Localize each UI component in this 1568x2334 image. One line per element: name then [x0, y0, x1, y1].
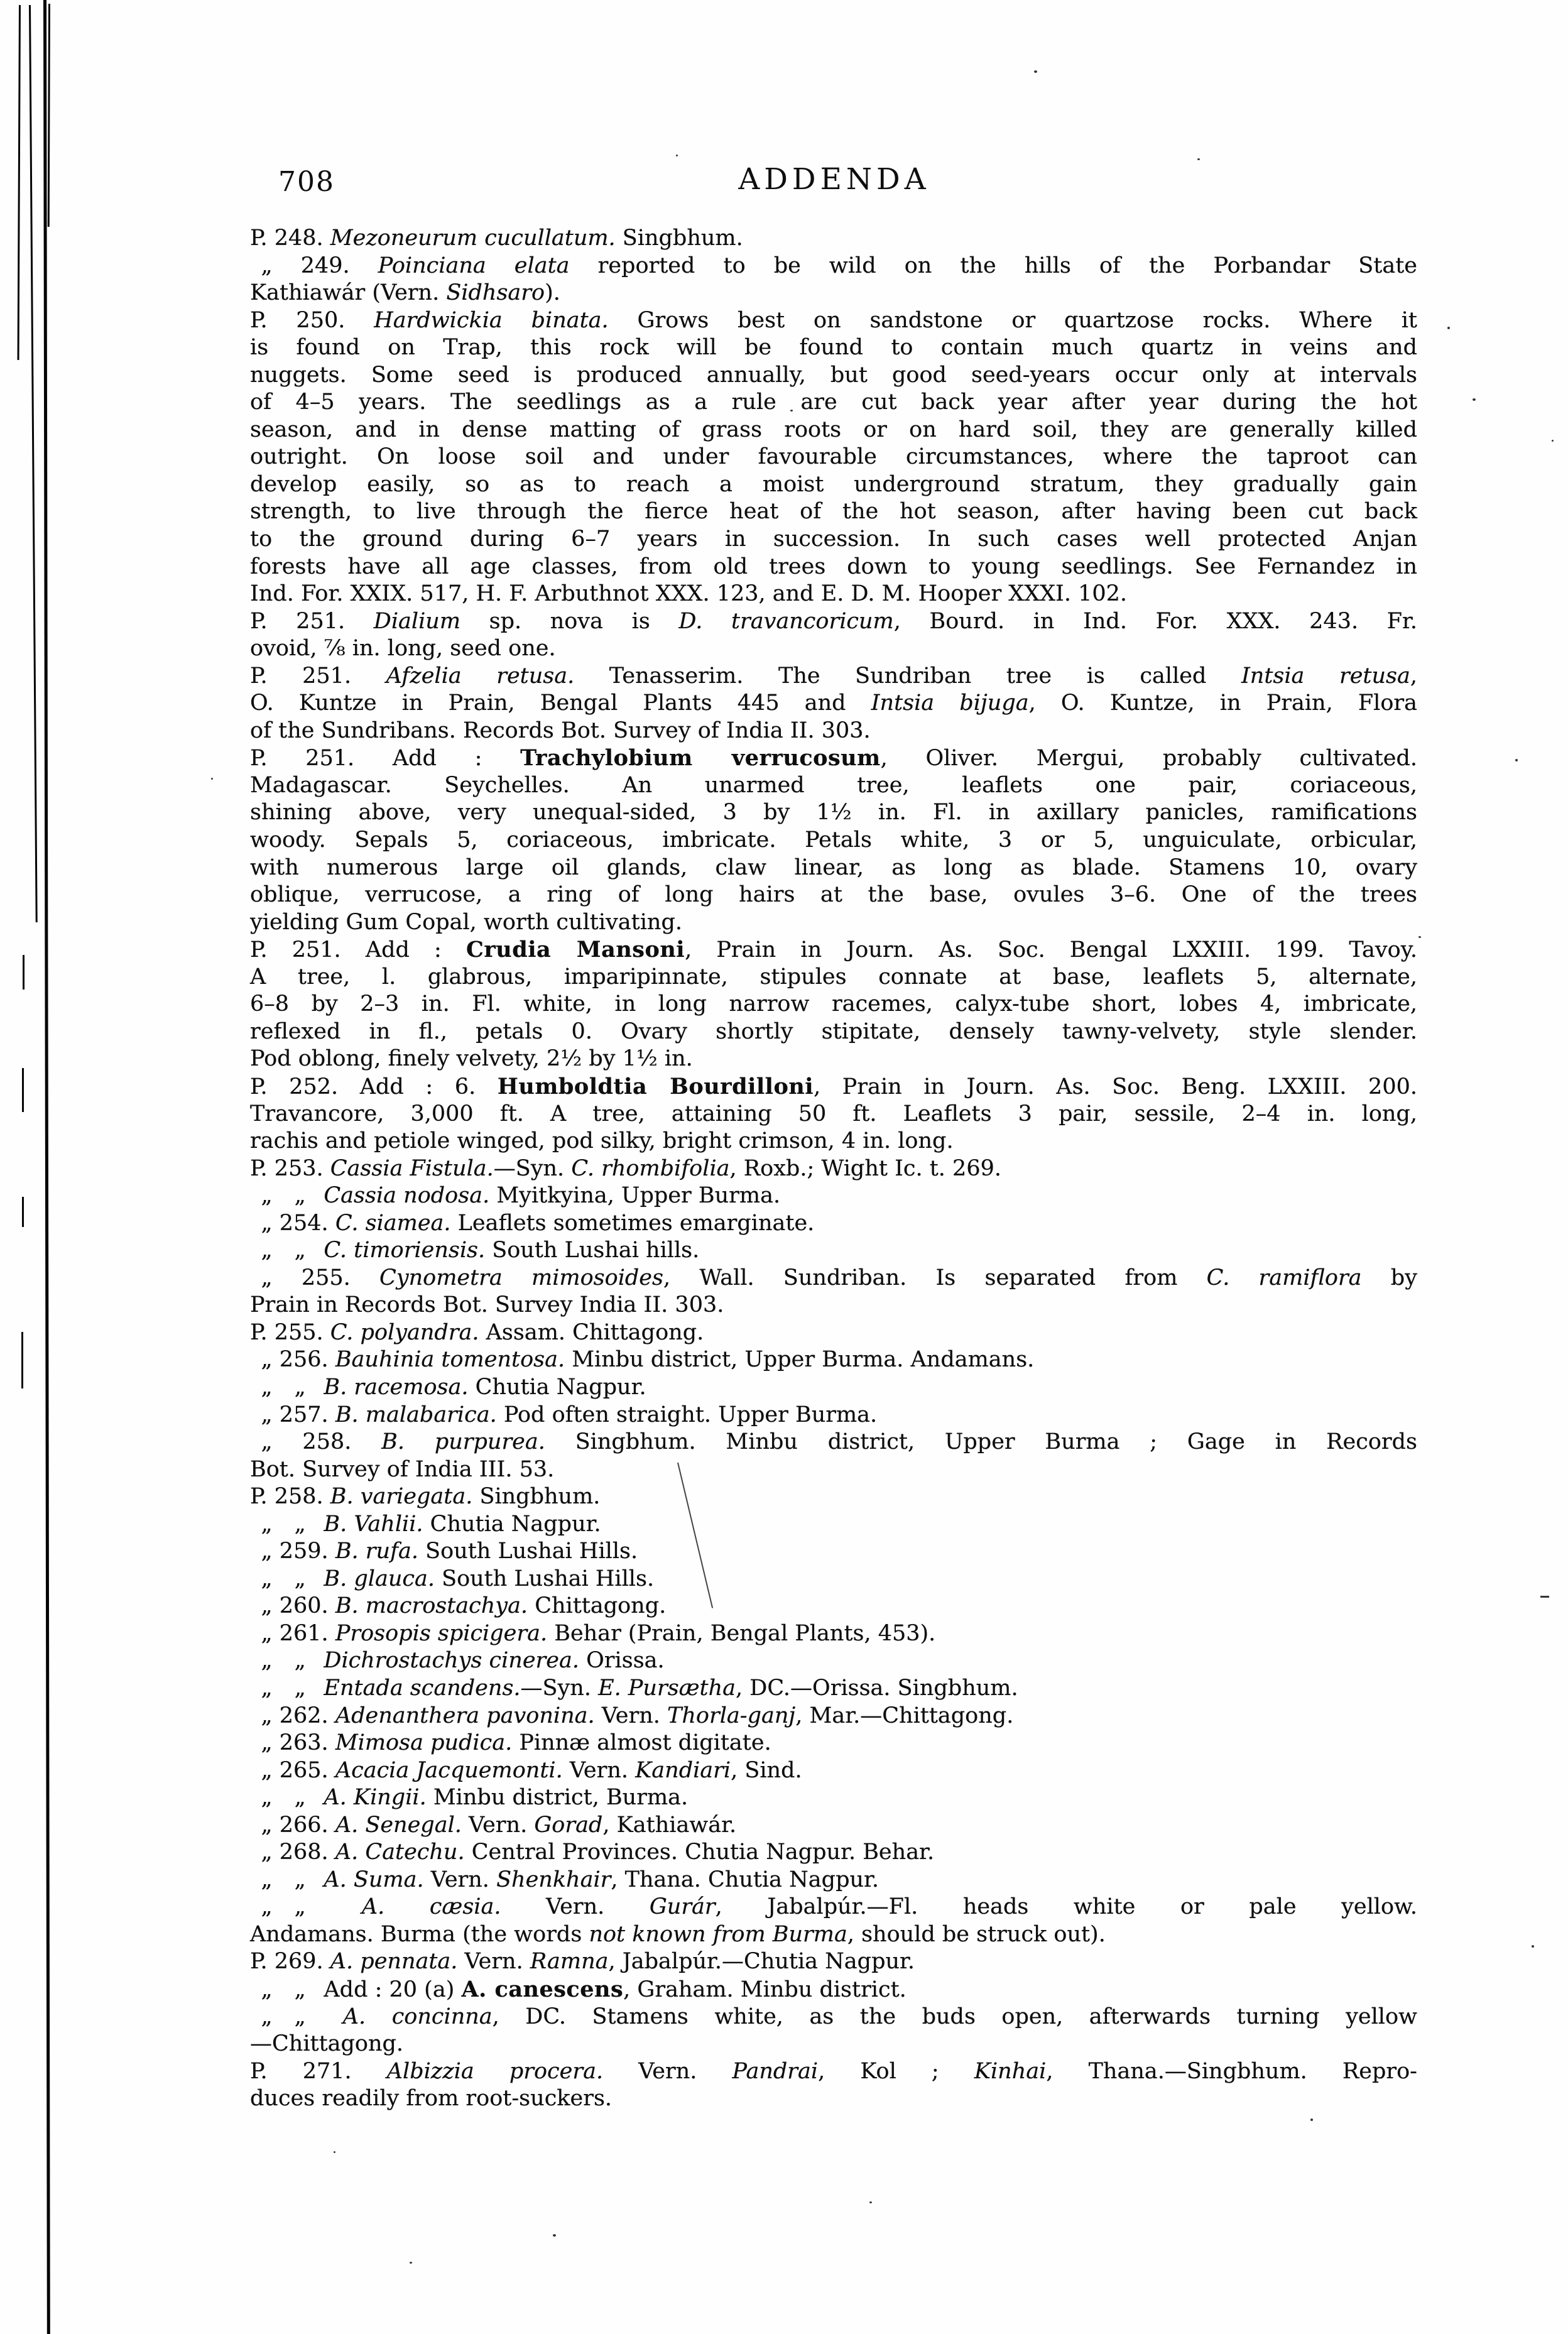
text-run: Myitkyina, Upper Burma. — [489, 1183, 781, 1209]
text-run: „ „ — [250, 1867, 324, 1892]
text-run: C. ramiflora — [1206, 1265, 1362, 1290]
text-run: Pod often straight. Upper Burma. — [496, 1402, 878, 1427]
text-run: Vern. — [461, 1812, 535, 1838]
text-line — [250, 799, 1417, 827]
text-run: Pinnæ almost digitate. — [512, 1730, 771, 1756]
text-line — [250, 827, 1417, 854]
text-line — [250, 964, 1417, 991]
text-run: „ „ — [250, 1675, 324, 1701]
text-run: Intsia retusa — [1241, 663, 1410, 689]
text-run: B. rufa. — [335, 1539, 419, 1564]
text-run: of the Sundribans. Records Bot. Survey of India II. 303. — [250, 717, 871, 743]
text-run: A. canescens — [461, 1977, 624, 2002]
text-run: „ „ — [250, 1238, 324, 1263]
text-line — [250, 2058, 1417, 2086]
text-run: P. 251. Add : — [250, 746, 521, 772]
text-line — [250, 1346, 1417, 1374]
text-run: ovoid, ⅞ in. long, seed one. — [250, 636, 556, 662]
text-run: Acacia Jacquemonti. — [335, 1757, 563, 1783]
text-run: , Prain in Journ. As. Soc. Beng. LXXIII. 200. — [814, 1074, 1417, 1099]
text-run: „ „ — [250, 1648, 324, 1674]
text-run: reported to be wild on the hills of the Porbandar State — [569, 253, 1417, 278]
text-line — [250, 581, 1417, 608]
text-line — [250, 1402, 1417, 1429]
ink-speck — [676, 155, 678, 156]
text-line — [250, 498, 1417, 526]
text-line — [250, 936, 1417, 964]
text-run: Gurár — [649, 1894, 716, 1920]
text-run: oblique, verrucose, a ring of long hairs at the base, ovules 3–6. One of the trees — [250, 882, 1417, 908]
text-line — [250, 1976, 1417, 2004]
scan-artifact-line — [43, 0, 50, 2334]
ink-speck — [1034, 70, 1037, 73]
text-line — [250, 1784, 1417, 1812]
text-line — [250, 1319, 1417, 1347]
text-run: , O. Kuntze, in Prain, Flora — [1028, 690, 1418, 716]
text-run: Sidhsaro — [446, 280, 545, 306]
text-line — [250, 663, 1417, 690]
text-run: Cynometra mimosoides — [379, 1265, 663, 1290]
text-run: A. concinna — [342, 2004, 493, 2029]
text-run: to the ground during 6–7 years in succession. In such cases well protected Anjan — [250, 526, 1417, 552]
text-line — [250, 1101, 1417, 1128]
text-run: South Lushai Hills. — [434, 1566, 655, 1591]
text-run: Travancore, 3,000 ft. A tree, attaining 50 ft. Leaflets 3 pair, sessile, 2–4 in. long, — [250, 1101, 1417, 1126]
page-title: ADDENDA — [738, 162, 930, 197]
text-run: Albizzia procera. — [386, 2058, 604, 2084]
text-run: Vern. — [603, 2058, 732, 2084]
text-run: „ „ — [250, 1374, 324, 1400]
text-line — [250, 881, 1417, 909]
text-run: Intsia bijuga — [871, 690, 1029, 716]
text-run: Pod oblong, finely velvety, 2½ by 1½ in. — [250, 1046, 693, 1072]
text-run: Pandrai — [732, 2058, 819, 2084]
text-run: South Lushai hills. — [485, 1238, 700, 1263]
text-line — [250, 526, 1417, 554]
text-run: forests have all age classes, from old trees down to young seedlings. See Fernandez in — [250, 554, 1417, 579]
ink-speck — [1552, 440, 1554, 442]
text-line — [250, 2085, 1417, 2113]
text-run: nuggets. Some seed is produced annually, but good seed-years occur only at intervals — [250, 362, 1417, 388]
text-run: B. variegata. — [330, 1484, 473, 1510]
scan-artifact-line — [22, 1068, 24, 1112]
text-run: , DC.—Orissa. Singbhum. — [736, 1675, 1018, 1701]
text-line — [250, 1045, 1417, 1073]
ink-speck — [1310, 2119, 1313, 2121]
text-run: Bot. Survey of India III. 53. — [250, 1456, 555, 1482]
text-run: Singbhum. Minbu district, Upper Burma ; Gage in Records — [545, 1429, 1417, 1455]
text-run: , Graham. Minbu district. — [623, 1977, 906, 2002]
text-line — [250, 1757, 1417, 1785]
text-run: , Bourd. in Ind. For. XXX. 243. Fr. — [893, 608, 1418, 634]
text-run: Cassia Fistula. — [330, 1155, 494, 1181]
ink-speck — [1515, 759, 1518, 761]
text-run: Grows best on sandstone or quartzose rocks. Where it — [608, 307, 1417, 333]
text-run: D. travancoricum — [678, 608, 894, 634]
text-run: P. 269. — [250, 1949, 330, 1975]
text-run: A. Suma. — [324, 1867, 424, 1892]
text-run: Shenkhair — [496, 1867, 611, 1892]
text-run: , Jabalpúr.—Chutia Nagpur. — [608, 1949, 915, 1975]
text-run: South Lushai Hills. — [418, 1539, 638, 1564]
text-run: „ 262. — [250, 1703, 335, 1728]
text-line — [250, 608, 1417, 636]
text-run: E. Pursætha — [598, 1675, 736, 1701]
text-run: Vern. — [562, 1757, 636, 1783]
text-run: Ind. For. XXIX. 517, H. F. Arbuthnot XXX. 123, and E. D. M. Hooper XXXI. 102. — [250, 581, 1128, 607]
text-run: Central Provinces. Chutia Nagpur. Behar. — [464, 1840, 935, 1865]
scan-artifact-line — [48, 4, 50, 227]
text-run: Behar (Prain, Bengal Plants, 453). — [547, 1620, 936, 1646]
text-line — [250, 471, 1417, 499]
text-line — [250, 389, 1417, 417]
text-run: P. 255. — [250, 1319, 330, 1345]
text-run: Trachylobium verrucosum — [520, 745, 881, 772]
addenda-text-block — [250, 225, 1417, 2113]
scan-artifact-line — [18, 5, 21, 360]
ink-speck — [1418, 936, 1421, 938]
text-run: not known from Burma — [589, 1921, 847, 1947]
text-run: Mezoneurum cucullatum. — [330, 226, 616, 251]
text-run: , should be struck out). — [847, 1921, 1106, 1947]
text-run: , — [1410, 663, 1417, 689]
text-run: ). — [545, 280, 560, 306]
text-run: is found on Trap, this rock will be found to contain much quartz in veins and — [250, 335, 1417, 361]
text-run: P. 271. — [250, 2058, 387, 2084]
text-run: „ 257. — [250, 1402, 335, 1427]
text-run: Kinhai — [974, 2058, 1047, 2084]
text-run: , Thana. Chutia Nagpur. — [611, 1867, 879, 1892]
text-line — [250, 1566, 1417, 1593]
scan-artifact-line — [23, 955, 24, 990]
text-line — [250, 1812, 1417, 1840]
text-run: Dialium — [373, 608, 461, 634]
text-run: Kandiari — [635, 1757, 731, 1783]
text-line — [250, 1237, 1417, 1265]
text-run: Assam. Chittagong. — [479, 1319, 704, 1345]
text-line — [250, 1730, 1417, 1757]
text-run: , Mar.—Chittagong. — [795, 1703, 1014, 1728]
text-run: „ 258. — [250, 1429, 382, 1455]
text-run: A tree, l. glabrous, imparipinnate, stipules connate at base, leaflets 5, alternate, — [250, 964, 1417, 990]
text-run: Afzelia retusa. — [386, 663, 575, 689]
text-run: Mimosa pudica. — [335, 1730, 513, 1756]
text-line — [250, 1456, 1417, 1484]
text-run: , Prain in Journ. As. Soc. Bengal LXXIII. 199. Tavoy. — [685, 937, 1417, 963]
text-run: C. timoriensis. — [324, 1238, 486, 1263]
text-run: P. 250. — [250, 307, 374, 333]
text-line — [250, 1675, 1417, 1703]
text-run: Chutia Nagpur. — [468, 1374, 646, 1400]
text-line — [250, 1155, 1417, 1183]
text-line — [250, 1839, 1417, 1867]
text-run: „ 263. — [250, 1730, 335, 1756]
text-run: yielding Gum Copal, worth cultivating. — [250, 909, 682, 935]
text-line — [250, 444, 1417, 471]
text-line — [250, 2004, 1417, 2031]
text-run: Bauhinia tomentosa. — [335, 1347, 565, 1373]
ink-speck — [1540, 1596, 1549, 1598]
text-run: , DC. Stamens white, as the buds open, afterwards turning yellow — [492, 2004, 1417, 2029]
text-line — [250, 307, 1417, 335]
text-line — [250, 1483, 1417, 1511]
text-line — [250, 1128, 1417, 1155]
text-run: Minbu district, Burma. — [426, 1785, 689, 1811]
text-line — [250, 1593, 1417, 1620]
text-run: „ 260. — [250, 1593, 335, 1619]
text-run: B. macrostachya. — [335, 1593, 528, 1619]
scan-artifact-line — [29, 5, 38, 922]
text-line — [250, 334, 1417, 362]
text-run: „ „ — [250, 2004, 343, 2029]
text-run: Gorad — [534, 1812, 603, 1838]
text-run: P. 258. — [250, 1484, 330, 1510]
text-line — [250, 1538, 1417, 1566]
text-run: Ramna — [530, 1949, 609, 1975]
text-line — [250, 1703, 1417, 1730]
text-run: B. purpurea. — [381, 1429, 545, 1455]
text-run: Leaflets sometimes emarginate. — [450, 1210, 815, 1236]
text-run: „ 259. — [250, 1539, 335, 1564]
text-run: B. racemosa. — [324, 1374, 469, 1400]
text-run: „ „ — [250, 1894, 362, 1920]
text-line — [250, 854, 1417, 882]
text-run: Vern. — [423, 1867, 497, 1892]
text-run: B. glauca. — [324, 1566, 435, 1591]
text-run: sp. nova is — [460, 608, 679, 634]
text-line — [250, 717, 1417, 745]
text-run: „ 249. — [250, 253, 378, 278]
text-run: C. polyandra. — [330, 1319, 479, 1345]
text-run: Minbu district, Upper Burma. Andamans. — [565, 1347, 1035, 1373]
text-line — [250, 991, 1417, 1018]
ink-speck — [410, 2262, 412, 2264]
text-run: C. siamea. — [335, 1210, 451, 1236]
text-run: „ 255. — [250, 1265, 380, 1290]
text-run: , Jabalpúr.—Fl. heads white or pale yellow. — [715, 1894, 1417, 1920]
text-run: , Kathiawár. — [602, 1812, 737, 1838]
text-run: „ 256. — [250, 1347, 335, 1373]
text-run: Thorla-ganj — [667, 1703, 796, 1728]
text-run: Chittagong. — [528, 1593, 667, 1619]
text-run: outright. On loose soil and under favourable circumstances, where the taproot can — [250, 444, 1417, 470]
text-line — [250, 1182, 1417, 1210]
scan-artifact-line — [22, 1197, 24, 1227]
text-run: Vern. — [501, 1894, 650, 1920]
text-run: Singbhum. — [472, 1484, 601, 1510]
text-line — [250, 690, 1417, 717]
text-run: „ „ — [250, 1785, 324, 1811]
text-line — [250, 1429, 1417, 1456]
ink-speck — [553, 2234, 556, 2237]
text-run: P. 251. Add : — [250, 937, 466, 963]
text-run: „ „ — [250, 1511, 324, 1537]
ink-speck — [1532, 1945, 1534, 1948]
text-run: Entada scandens. — [324, 1675, 521, 1701]
text-run: „ 265. — [250, 1757, 335, 1783]
text-run: „ „ Add : 20 (a) — [250, 1977, 462, 2002]
text-run: , Sind. — [731, 1757, 802, 1783]
text-run: C. rhombifolia — [571, 1155, 730, 1181]
text-line — [250, 744, 1417, 772]
text-run: P. 248. — [250, 226, 330, 251]
text-line — [250, 635, 1417, 663]
text-run: Cassia nodosa. — [324, 1183, 490, 1209]
text-run: A. Kingii. — [324, 1785, 427, 1811]
text-run: develop easily, so as to reach a moist underground stratum, they gradually gain — [250, 471, 1417, 497]
text-run: P. 251. — [250, 663, 386, 689]
text-run: of 4–5 years. The seedlings as a rule are cut back year after year during the hot — [250, 390, 1417, 415]
text-line — [250, 1948, 1417, 1976]
ink-speck — [869, 2201, 872, 2203]
text-line — [250, 554, 1417, 581]
text-run: P. 251. — [250, 608, 374, 634]
text-run: Vern. — [457, 1949, 530, 1975]
text-line — [250, 225, 1417, 253]
text-run: A. pennata. — [330, 1949, 458, 1975]
text-run: Prosopis spicigera. — [335, 1620, 548, 1646]
text-run: Hardwickia binata. — [374, 307, 609, 333]
text-run: Kathiawár (Vern. — [250, 280, 447, 306]
text-run: woody. Sepals 5, coriaceous, imbricate. Petals white, 3 or 5, unguiculate, orbicular, — [250, 827, 1417, 853]
text-run: , Wall. Sundriban. Is separated from — [663, 1265, 1207, 1290]
text-run: „ „ — [250, 1566, 324, 1591]
text-run: —Syn. — [520, 1675, 599, 1701]
text-line — [250, 362, 1417, 390]
text-line — [250, 1894, 1417, 1921]
text-line — [250, 280, 1417, 307]
text-run: P. 252. Add : 6. — [250, 1074, 498, 1099]
text-line — [250, 772, 1417, 800]
text-run: Prain in Records Bot. Survey India II. 303. — [250, 1292, 724, 1318]
text-run: Singbhum. — [615, 226, 743, 251]
text-run: P. 253. — [250, 1155, 330, 1181]
text-run: A. cæsia. — [361, 1894, 501, 1920]
text-run: „ 268. — [250, 1840, 335, 1865]
text-run: Madagascar. Seychelles. An unarmed tree, leaflets one pair, coriaceous, — [250, 772, 1417, 798]
text-run: Chutia Nagpur. — [423, 1511, 601, 1537]
text-run: , Kol ; — [818, 2058, 974, 2084]
text-run: Orissa. — [579, 1648, 665, 1674]
text-line — [250, 1620, 1417, 1648]
text-run: O. Kuntze in Prain, Bengal Plants 445 and — [250, 690, 871, 716]
text-line — [250, 1292, 1417, 1319]
text-run: Humboldtia Bourdilloni — [497, 1073, 814, 1099]
scan-artifact-line — [21, 1332, 23, 1388]
text-run: „ 261. — [250, 1620, 335, 1646]
page-number: 708 — [278, 166, 335, 198]
text-run: Andamans. Burma (the words — [250, 1921, 589, 1947]
text-line — [250, 1511, 1417, 1539]
text-run: 6–8 by 2–3 in. Fl. white, in long narrow racemes, calyx-tube short, lobes 4, imbricate, — [250, 991, 1417, 1017]
text-run: reflexed in fl., petals 0. Ovary shortly stipitate, densely tawny-velvety, style slender. — [250, 1018, 1417, 1044]
text-line — [250, 1867, 1417, 1894]
text-run: —Chittagong. — [250, 2031, 404, 2057]
text-run: shining above, very unequal-sided, 3 by 1½ in. Fl. in axillary panicles, ramifications — [250, 800, 1417, 826]
text-run: strength, to live through the fierce heat of the hot season, after having been cut back — [250, 499, 1417, 525]
ink-speck — [1197, 158, 1200, 160]
text-run: , Thana.—Singbhum. Repro- — [1046, 2058, 1417, 2084]
text-run: Dichrostachys cinerea. — [324, 1648, 579, 1674]
text-run: , Roxb.; Wight Ic. t. 269. — [729, 1155, 1001, 1181]
text-run: B. Vahlii. — [324, 1511, 423, 1537]
text-run: Tenasserim. The Sundriban tree is called — [574, 663, 1241, 689]
text-line — [250, 1921, 1417, 1949]
text-line — [250, 1647, 1417, 1675]
text-line — [250, 417, 1417, 444]
text-run: „ 266. — [250, 1812, 335, 1838]
text-run: duces readily from root-suckers. — [250, 2086, 612, 2112]
text-run: , Oliver. Mergui, probably cultivated. — [880, 746, 1417, 772]
text-line — [250, 1374, 1417, 1402]
ink-speck — [1473, 398, 1476, 401]
text-run: rachis and petiole winged, pod silky, bright crimson, 4 in. long. — [250, 1128, 954, 1154]
text-line — [250, 1018, 1417, 1046]
text-run: A. Senegal. — [335, 1812, 462, 1838]
text-run: season, and in dense matting of grass roots or on hard soil, they are generally killed — [250, 417, 1417, 442]
text-line — [250, 2031, 1417, 2058]
ink-speck — [334, 2151, 335, 2153]
text-run: „ 254. — [250, 1210, 335, 1236]
ink-speck — [211, 778, 213, 780]
text-line — [250, 1265, 1417, 1292]
text-run: by — [1361, 1265, 1417, 1290]
text-run: Crudia Mansoni — [466, 937, 685, 963]
text-line — [250, 253, 1417, 280]
text-line — [250, 1210, 1417, 1238]
text-line — [250, 909, 1417, 937]
text-run: with numerous large oil glands, claw linear, as long as blade. Stamens 10, ovary — [250, 854, 1417, 880]
text-run: Adenanthera pavonina. — [335, 1703, 595, 1728]
text-line — [250, 1073, 1417, 1101]
text-run: B. malabarica. — [335, 1402, 497, 1427]
text-run: A. Catechu. — [335, 1840, 465, 1865]
text-run: Poinciana elata — [378, 253, 570, 278]
text-run: Vern. — [594, 1703, 668, 1728]
ink-speck — [1447, 327, 1450, 329]
text-run: „ „ — [250, 1183, 324, 1209]
text-run: —Syn. — [493, 1155, 572, 1181]
